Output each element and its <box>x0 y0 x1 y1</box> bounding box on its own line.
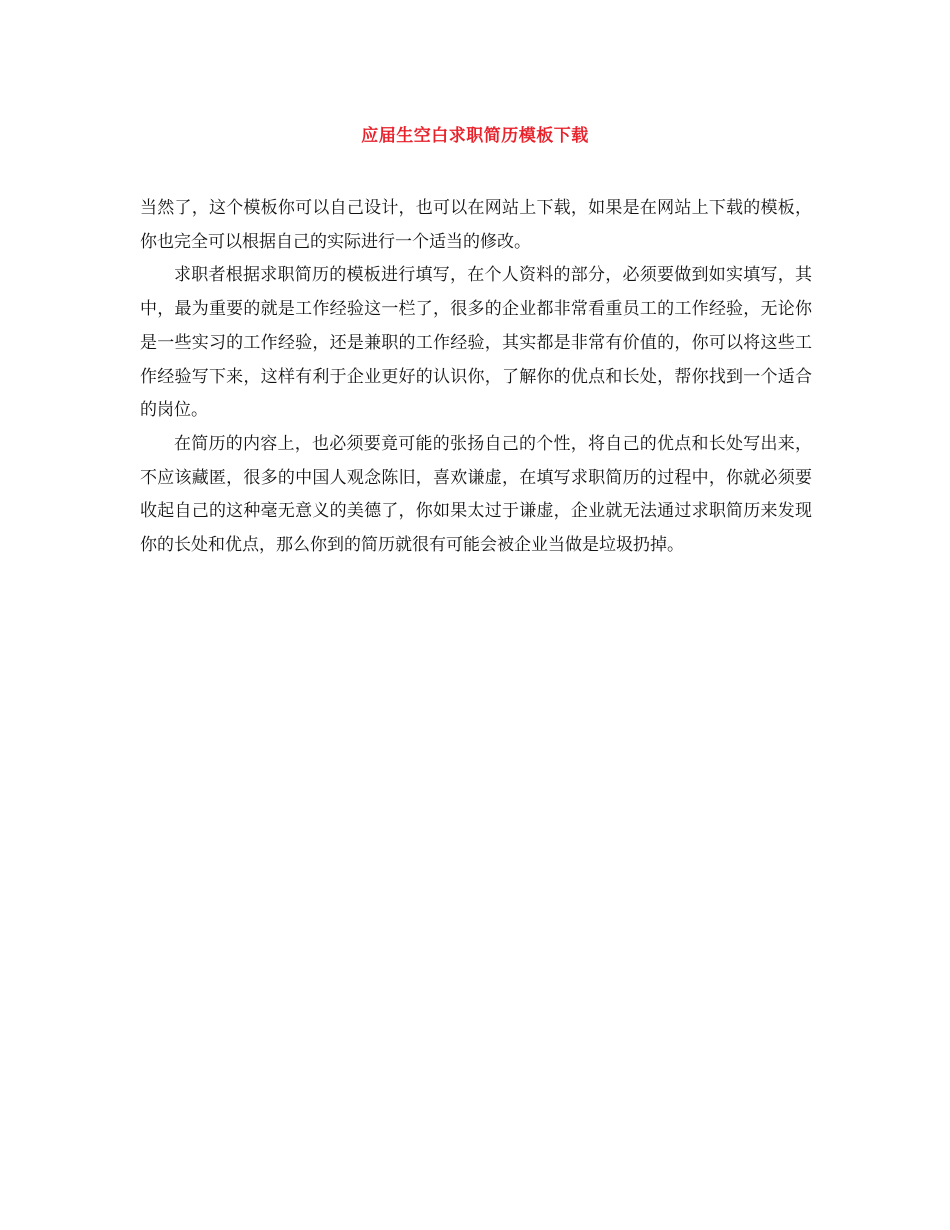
document-title: 应届生空白求职简历模板下载 <box>361 126 589 146</box>
paragraph-3: 在简历的内容上，也必须要竟可能的张扬自己的个性，将自己的优点和长处写出来，不应该藏匿，很多的中国人观念陈旧，喜欢谦虚，在填写求职简历的过程中，你就必须要收起自己的这种毫无意义的美德了，你如果太过于谦虚，企业就无法通过求职简历来发现你的长处和优点，那么你到的简历就很有可能会被企业当做是垃圾扔掉。 <box>140 433 812 556</box>
paragraph-2: 求职者根据求职简历的模板进行填写，在个人资料的部分，必须要做到如实填写，其中，最为重要的就是工作经验这一栏了，很多的企业都非常看重员工的工作经验，无论你是一些实习的工作经验，还是兼职的工作经验，其实都是非常有价值的，你可以将这些工作经验写下来，这样有利于企业更好的认识你，了解你的优点和长处，帮你找到一个适合的岗位。 <box>140 265 812 421</box>
paragraph-1: 当然了，这个模板你可以自己设计，也可以在网站上下载，如果是在网站上下载的模板，你也完全可以根据自己的实际进行一个适当的修改。 <box>140 198 812 252</box>
document-body <box>140 192 812 563</box>
